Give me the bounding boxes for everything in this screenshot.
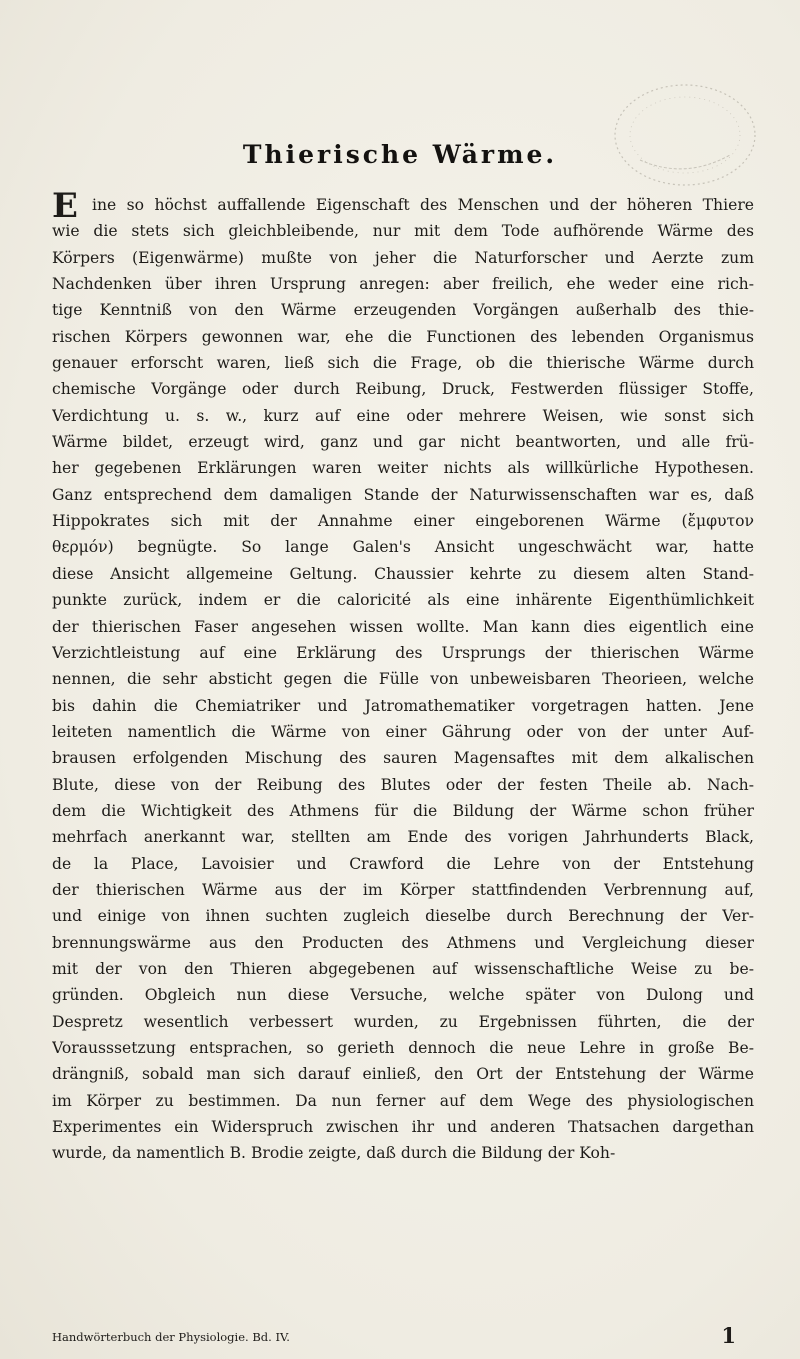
page-number: 1 [721,1323,736,1348]
text-line: der thierischen Wärme aus der im Körper stattfindenden Verbrennung auf, [52,880,754,899]
text-line: Blute, diese von der Reibung des Blutes oder der festen Theile ab. Nach- [52,775,754,794]
text-line: Nachdenken über ihren Ursprung anregen: aber freilich, ehe weder eine rich- [52,275,754,294]
drop-cap: E [52,186,78,226]
text-line: rischen Körpers gewonnen war, ehe die Functionen des lebenden Organismus [52,327,754,346]
text-line: Vorausssetzung entsprachen, so gerieth dennoch die neue Lehre in große Be- [52,1039,754,1057]
text-line: im Körper zu bestimmen. Da nun ferner auf dem Wege des physiologischen [52,1091,754,1110]
library-stamp [600,70,770,200]
text-line: ine so höchst auffallende Eigenschaft des Menschen und der höheren Thiere [92,196,754,214]
text-line: tige Kenntniß von den Wärme erzeugenden Vorgängen außerhalb des thie- [52,301,754,320]
text-line: genauer erforscht waren, ließ sich die Frage, ob die thierische Wärme durch [52,354,754,373]
text-line: Hippokrates sich mit der Annahme einer eingeborenen Wärme (ἔμφυτον [52,512,754,531]
text-line: de la Place, Lavoisier und Crawford die Lehre von der Entstehung [52,854,754,873]
body-text [52,192,754,1167]
text-line: mehrfach anerkannt war, stellten am Ende des vorigen Jahrhunderts Black, [52,828,754,847]
text-line: der thierischen Faser angesehen wissen wollte. Man kann dies eigentlich eine [52,617,754,636]
text-line: Wärme bildet, erzeugt wird, ganz und gar nicht beantworten, und alle frü- [52,433,754,452]
page-title: Thierische Wärme. [242,140,558,169]
text-line: Ganz entsprechend dem damaligen Stande der Naturwissenschaften war es, daß [52,485,754,504]
text-line: dem die Wichtigkeit des Athmens für die Bildung der Wärme schon früher [52,801,754,820]
text-line: leiteten namentlich die Wärme von einer Gährung oder von der unter Auf- [52,722,754,741]
text-line: brausen erfolgenden Mischung des sauren Magensaftes mit dem alkalischen [52,749,754,768]
text-line: wie die stets sich gleichbleibende, nur mit dem Tode aufhörende Wärme des [52,222,754,241]
text-line: Verdichtung u. s. w., kurz auf eine oder mehrere Weisen, wie sonst sich [52,406,754,425]
text-line: diese Ansicht allgemeine Geltung. Chaussier kehrte zu diesem alten Stand- [52,564,754,583]
text-line: Experimentes ein Widerspruch zwischen ihr und anderen Thatsachen dargethan [52,1118,754,1137]
footer-source: Handwörterbuch der Physiologie. Bd. IV. [52,1330,290,1344]
text-line: mit der von den Thieren abgegebenen auf wissenschaftliche Weise zu be- [52,959,754,978]
text-line: brennungswärme aus den Producten des Athmens und Vergleichung dieser [52,933,754,952]
text-line: drängniß, sobald man sich darauf einließ, den Ort der Entstehung der Wärme [52,1065,754,1084]
text-line: Verzichtleistung auf eine Erklärung des Ursprungs der thierischen Wärme [52,643,754,662]
text-line: punkte zurück, indem er die caloricité als eine inhärente Eigenthümlichkeit [52,591,754,610]
text-line: nennen, die sehr absticht gegen die Fülle von unbeweisbaren Theorieen, welche [52,670,754,689]
text-line: Körpers (Eigenwärme) mußte von jeher die Naturforscher und Aerzte zum [52,248,754,267]
text-line: Despretz wesentlich verbessert wurden, zu Ergebnissen führten, die der [52,1012,754,1031]
text-line: und einige von ihnen suchten zugleich dieselbe durch Berechnung der Ver- [52,907,754,926]
text-line: bis dahin die Chemiatriker und Jatromathematiker vorgetragen hatten. Jene [52,696,754,715]
text-line: chemische Vorgänge oder durch Reibung, Druck, Festwerden flüssiger Stoffe, [52,380,754,399]
text-line: θερμόν) begnügte. So lange Galen's Ansicht ungeschwächt war, hatte [52,538,754,557]
page-footer [52,1323,754,1348]
text-line: her gegebenen Erklärungen waren weiter nichts als willkürliche Hypothesen. [52,459,754,478]
text-line: gründen. Obgleich nun diese Versuche, welche später von Dulong und [52,986,754,1005]
text-line: wurde, da namentlich B. Brodie zeigte, daß durch die Bildung der Koh- [52,1144,616,1163]
